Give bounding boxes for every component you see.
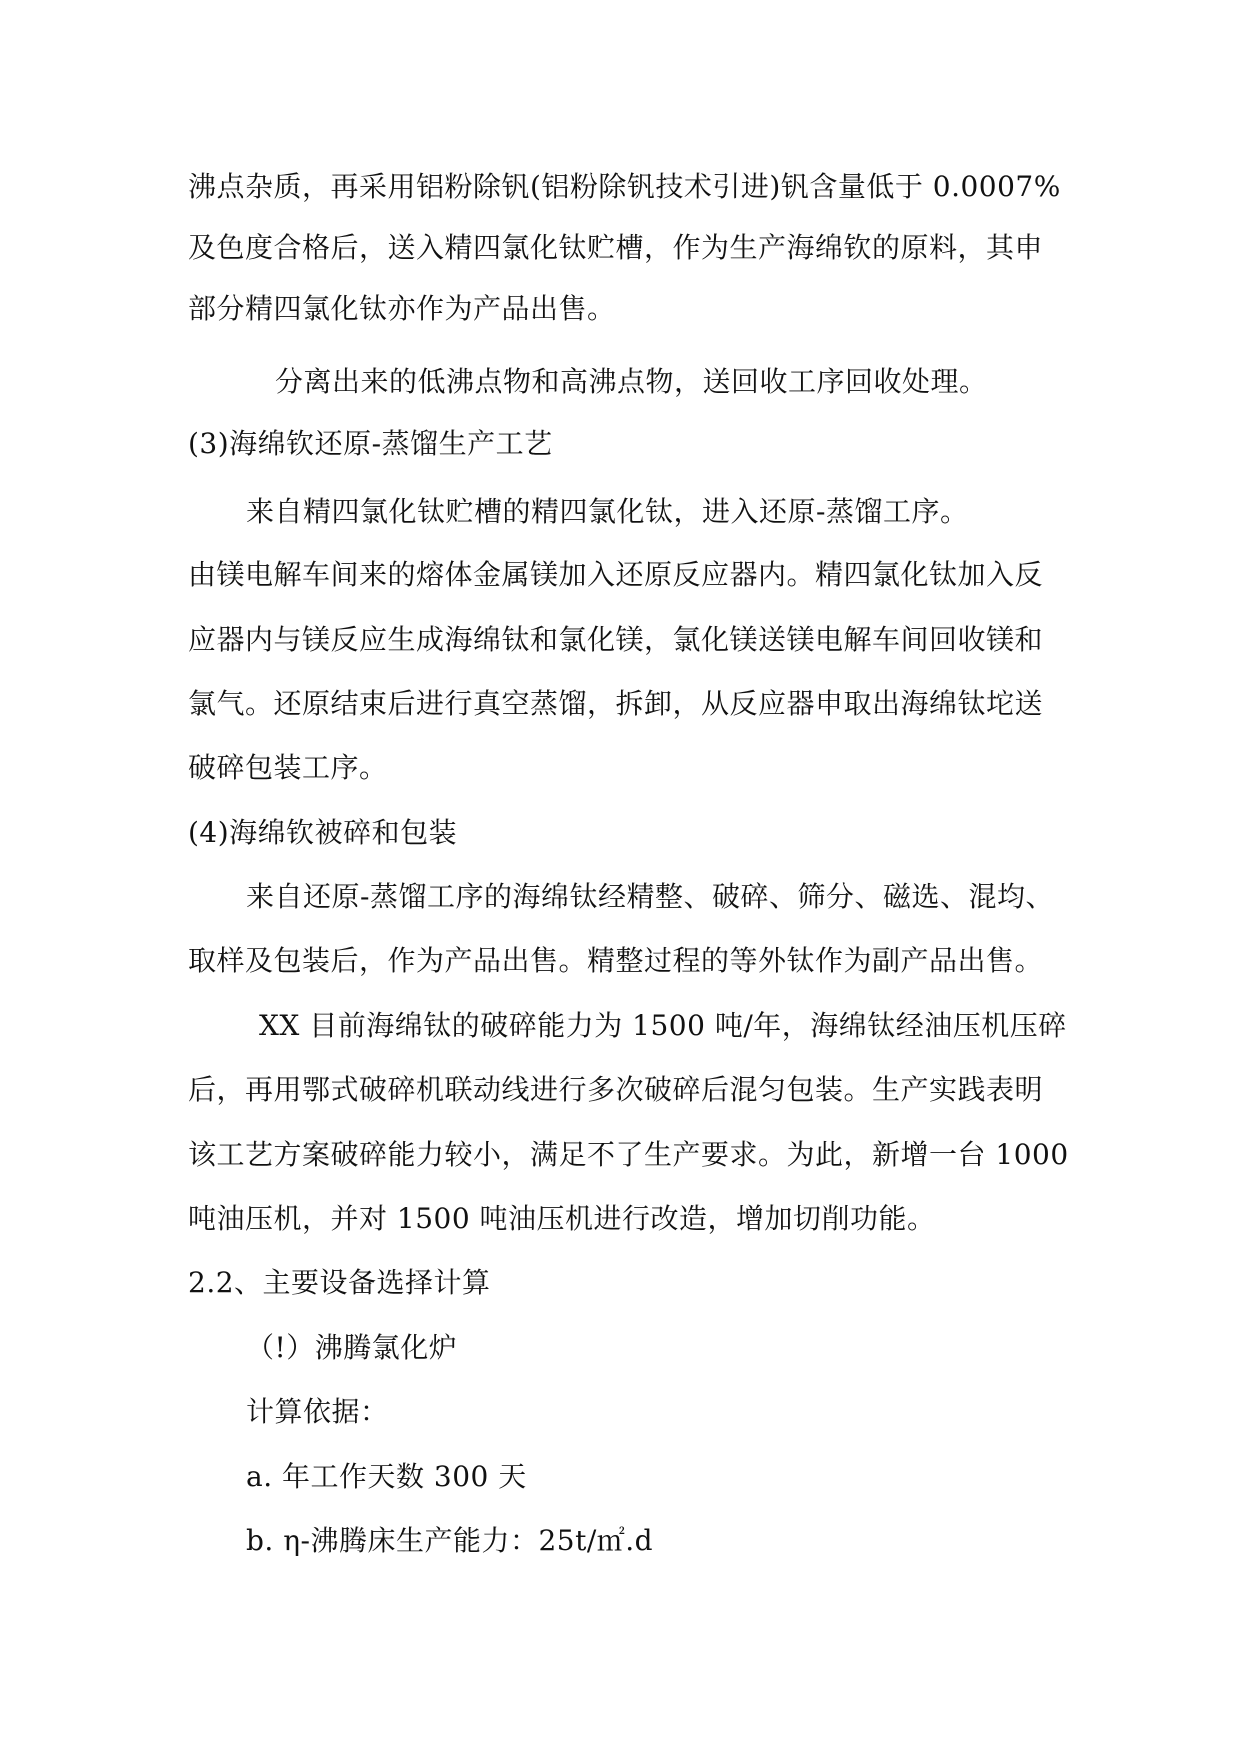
text-line-9: 氯气。还原结束后进行真空蒸馏，拆卸，从反应器申取出海绵钛坨送 (188, 687, 1044, 720)
section-heading-3: (3)海绵钦还原-蒸馏生产工艺 (188, 427, 553, 460)
text-line-3: 部分精四氯化钛亦作为产品出售。 (188, 292, 616, 325)
text-line-16: 该工艺方案破碎能力较小，满足不了生产要求。为此，新增一台 1000 (188, 1138, 1069, 1171)
text-line-14: XX 目前海绵钛的破碎能力为 1500 吨/年，海绵钛经油压机压碎 (259, 1009, 1067, 1042)
list-item-a: a. 年工作天数 300 天 (246, 1460, 527, 1493)
text-line-calc-basis: 计算依据： (246, 1395, 389, 1428)
text-line-4: 分离出来的低沸点物和高沸点物，送回收工序回收处理。 (275, 365, 988, 398)
text-line-2: 及色度合格后，送入精四氯化钛贮槽，作为生产海绵钦的原料，其申 (188, 231, 1044, 264)
text-line-17: 吨油压机，并对 1500 吨油压机进行改造，增加切削功能。 (188, 1202, 936, 1235)
text-line-6: 来自精四氯化钛贮槽的精四氯化钛，进入还原-蒸馏工序。 (246, 495, 969, 528)
text-line-7: 由镁电解车间来的熔体金属镁加入还原反应器内。精四氯化钛加入反 (188, 558, 1044, 591)
text-line-15: 后，再用鄂式破碎机联动线进行多次破碎后混匀包装。生产实践表明 (188, 1073, 1044, 1106)
text-line-8: 应器内与镁反应生成海绵钛和氯化镁，氯化镁送镁电解车间回收镁和 (188, 623, 1044, 656)
text-line-12: 来自还原-蒸馏工序的海绵钛经精整、破碎、筛分、磁选、混均、 (246, 880, 1054, 913)
section-heading-2-2: 2.2、主要设备选择计算 (188, 1266, 491, 1299)
list-item-b: b. η-沸腾床生产能力：25t/㎡.d (246, 1524, 654, 1557)
text-line-1: 沸点杂质，再采用铝粉除钒(铝粉除钒技术引进)钒含量低于 0.0007% (188, 170, 1061, 203)
text-line-13: 取样及包装后，作为产品出售。精整过程的等外钛作为副产品出售。 (188, 944, 1044, 977)
section-heading-4: (4)海绵钦被碎和包装 (188, 816, 458, 849)
text-line-10: 破碎包装工序。 (188, 751, 388, 784)
subheading-boiling-chlorinator: （!）沸腾氯化炉 (246, 1331, 458, 1364)
